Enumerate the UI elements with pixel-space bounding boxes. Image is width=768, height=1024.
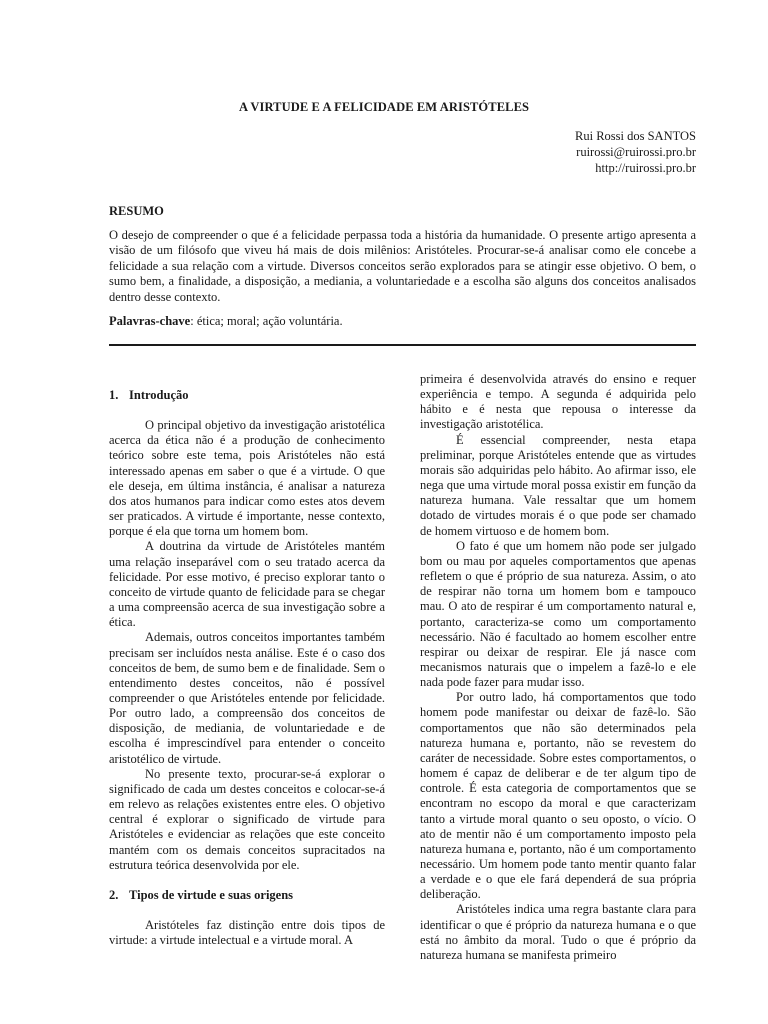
author-website: http://ruirossi.pro.br — [595, 161, 696, 175]
section-number: 1. — [109, 388, 119, 402]
paragraph: Aristóteles indica uma regra bastante clara para identificar o que é próprio da natureza humana e o que está no âmbito da moral. Tudo o que é próprio da natureza humana se manifesta primeiro — [420, 902, 696, 962]
paragraph: Por outro lado, há comportamentos que todo homem pode manifestar ou deixar de fazê-lo. São comportamentos que não são determinados pela natureza humana e, portanto, não se revestem do caráter de necessidade. Sobre estes comportamentos, o homem é capaz de deliberar e de ter algum tipo de controle. É esta categoria de comportamentos que se encontram no escopo da moral e que caracterizam tanto a virtude moral quanto o seu oposto, o vício. O ato de mentir não é um comportamento imposto pela natureza humana e, portanto, não é um comportamento necessário. Um homem pode tanto mentir quanto falar a verdade e o que ele fará dependerá de sua própria deliberação. — [420, 690, 696, 902]
paragraph: O principal objetivo da investigação aristotélica acerca da ética não é a produção de conhecimento teórico sobre este tema, pois Aristóteles não está interessado apenas em saber o que é a virtude. O que ele deseja, em última instância, é analisar a natureza dos atos humanos para indicar como estes atos devem ser praticados. A virtude é importante, nesse contexto, porque é ela que torna um homem bom. — [109, 418, 385, 539]
keywords-label: Palavras-chave — [109, 314, 191, 328]
right-column — [420, 372, 696, 963]
section-title: Tipos de virtude e suas origens — [129, 887, 294, 902]
paragraph: A doutrina da virtude de Aristóteles mantém uma relação inseparável com o seu tratado acerca da felicidade. Por esse motivo, é preciso explorar tanto o conceito de virtude quanto de felicidade para se chegar a uma compreensão acerca de sua investigação sobre a ética. — [109, 539, 385, 630]
paragraph: Ademais, outros conceitos importantes também precisam ser incluídos nesta análise. Este é o caso dos conceitos de bem, de sumo bem e de finalidade. Sem o entendimento destes conceitos, não é possível compreender o que Aristóteles entende por felicidade. Por outro lado, a compreensão dos conceitos de disposição, de mediania, de voluntariedade e de escolha é imprescindível para entender o conceito aristotélico de virtude. — [109, 630, 385, 766]
author-block — [575, 128, 696, 176]
keywords-values: : ética; moral; ação voluntária. — [190, 314, 343, 328]
paragraph: primeira é desenvolvida através do ensino e requer experiência e tempo. A segunda é adquirida pelo hábito e é nesta que repousa o interesse da investigação aristotélica. — [420, 372, 696, 432]
keywords-line — [109, 314, 696, 329]
paragraph: Aristóteles faz distinção entre dois tipos de virtude: a virtude intelectual e a virtude moral. A — [109, 918, 385, 948]
author-name: Rui Rossi dos SANTOS — [575, 129, 696, 143]
section-number: 2. — [109, 887, 119, 902]
abstract-heading: RESUMO — [109, 204, 164, 218]
section-title: Introdução — [129, 388, 189, 402]
paragraph: No presente texto, procurar-se-á explorar o significado de cada um destes conceitos e colocar-se-á em relevo as relações existentes entre eles. O objetivo central é explorar o significado de virtude para Aristóteles e evidenciar as relações que este conceito mantém com os demais conceitos supracitados na estrutura teórica desenvolvida por ele. — [109, 766, 385, 872]
article-title: A VIRTUDE E A FELICIDADE EM ARISTÓTELES — [238, 100, 530, 114]
paragraph: O fato é que um homem não pode ser julgado bom ou mau por aqueles comportamentos que apenas refletem o que é próprio de sua natureza. Assim, o ato de respirar não torna um homem bom e tampouco mau. O ato de respirar é um comportamento natural e, portanto, caracteriza-se como um comportamento necessário. Não é facultado ao homem escolher entre respirar ou deixar de respirar. Ele já nasce com mecanismos naturais que o impelem a fazê-lo e ele nada pode fazer para mudar isso. — [420, 538, 696, 690]
paragraph: É essencial compreender, nesta etapa preliminar, porque Aristóteles entende que as virtudes morais são adquiridas pelo hábito. Ao afirmar isso, ele nega que uma virtude moral possa existir em função da natureza humana. Vale ressaltar que um homem dotado de virtudes morais é o que pode ser chamado de homem virtuoso e de homem bom. — [420, 432, 696, 538]
section-heading-tipos-de-virtude — [109, 888, 385, 903]
left-column — [109, 388, 385, 948]
abstract-text: O desejo de compreender o que é a felicidade perpassa toda a história da humanidade. O presente artigo apresenta a visão de um filósofo que viveu há mais de dois milênios: Aristóteles. Procurar-se-á analisar como ele concebe a felicidade a sua relação com a virtude. Diversos conceitos serão explorados para se atingir esse objetivo. O bem, o sumo bem, a finalidade, a disposição, a mediania, a voluntariedade e a escolha são alguns dos conceitos analisados dentro desse contexto. — [109, 228, 696, 304]
author-email: ruirossi@ruirossi.pro.br — [576, 145, 696, 159]
section-heading-introducao — [109, 388, 385, 403]
horizontal-rule — [109, 344, 696, 346]
